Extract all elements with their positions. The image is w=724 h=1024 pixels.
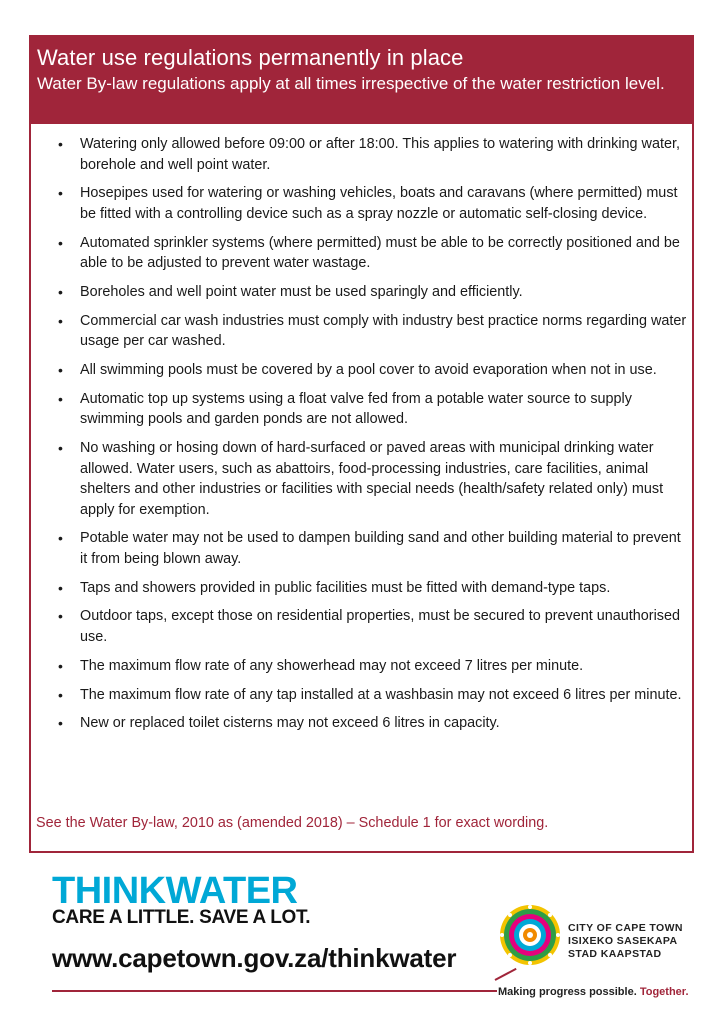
motto-main: Making progress possible. <box>498 986 637 998</box>
website-url[interactable]: www.capetown.gov.za/thinkwater <box>52 943 457 973</box>
list-item: • The maximum flow rate of any tap installed at a washbasin may not exceed 6 litres per minute. <box>38 685 688 706</box>
list-item: • Watering only allowed before 09:00 or after 18:00. This applies to watering with drinking water, borehole and well point water. <box>38 134 688 175</box>
list-item: • All swimming pools must be covered by a pool cover to avoid evaporation when not in use. <box>38 360 688 381</box>
bylaw-footnote: See the Water By-law, 2010 as (amended 2018) – Schedule 1 for exact wording. <box>36 815 549 831</box>
page-subtitle: Water By-law regulations apply at all times irrespective of the water restriction level. <box>37 74 665 93</box>
footer-divider <box>52 990 497 992</box>
list-item: • Boreholes and well point water must be used sparingly and efficiently. <box>38 282 688 303</box>
list-item: • Automatic top up systems using a float valve fed from a potable water source to supply swimming pools and garden ponds are not allowed. <box>38 389 688 430</box>
motto-accent: Together. <box>639 986 689 998</box>
list-item: • New or replaced toilet cisterns may not exceed 6 litres in capacity. <box>38 713 688 734</box>
city-name-english: CITY OF CAPE TOWN <box>568 922 683 934</box>
list-item: • Potable water may not be used to dampen building sand and other building material to prevent it from being blown away. <box>38 528 688 569</box>
city-name-block <box>568 922 683 961</box>
list-item: • Hosepipes used for watering or washing vehicles, boats and caravans (where permitted) must be fitted with a controlling device such as a spray nozzle or automatic self-closing device. <box>38 183 688 224</box>
header-banner <box>29 35 694 124</box>
list-item: • The maximum flow rate of any showerhead may not exceed 7 litres per minute. <box>38 656 688 677</box>
tagline: CARE A LITTLE. SAVE A LOT. <box>52 907 311 928</box>
city-motto <box>498 986 689 998</box>
logo-water-text: WATER <box>165 870 298 912</box>
list-item: • Commercial car wash industries must comply with industry best practice norms regarding water usage per car washed. <box>38 311 688 352</box>
city-emblem-icon <box>498 903 562 967</box>
city-name-xhosa: ISIXEKO SASEKAPA <box>568 935 678 947</box>
list-item: • No washing or hosing down of hard-surfaced or paved areas with municipal drinking water allowed. Water users, such as abattoirs, food-processing industries, care facilities, animal shelters and other industries or facilities with special needs (health/safety related only) must apply for exemption. <box>38 438 688 520</box>
page-title: Water use regulations permanently in place <box>37 45 464 70</box>
rules-list <box>38 134 688 742</box>
logo-think-text: THINK <box>52 870 166 912</box>
think-water-logo <box>52 872 298 910</box>
footer-divider-accent <box>495 968 517 981</box>
list-item: • Outdoor taps, except those on residential properties, must be secured to prevent unauthorised use. <box>38 606 688 647</box>
list-item: • Automated sprinkler systems (where permitted) must be able to be correctly positioned and be able to be adjusted to prevent water wastage. <box>38 233 688 274</box>
list-item: • Taps and showers provided in public facilities must be fitted with demand-type taps. <box>38 578 688 599</box>
city-name-afrikaans: STAD KAAPSTAD <box>568 948 662 960</box>
